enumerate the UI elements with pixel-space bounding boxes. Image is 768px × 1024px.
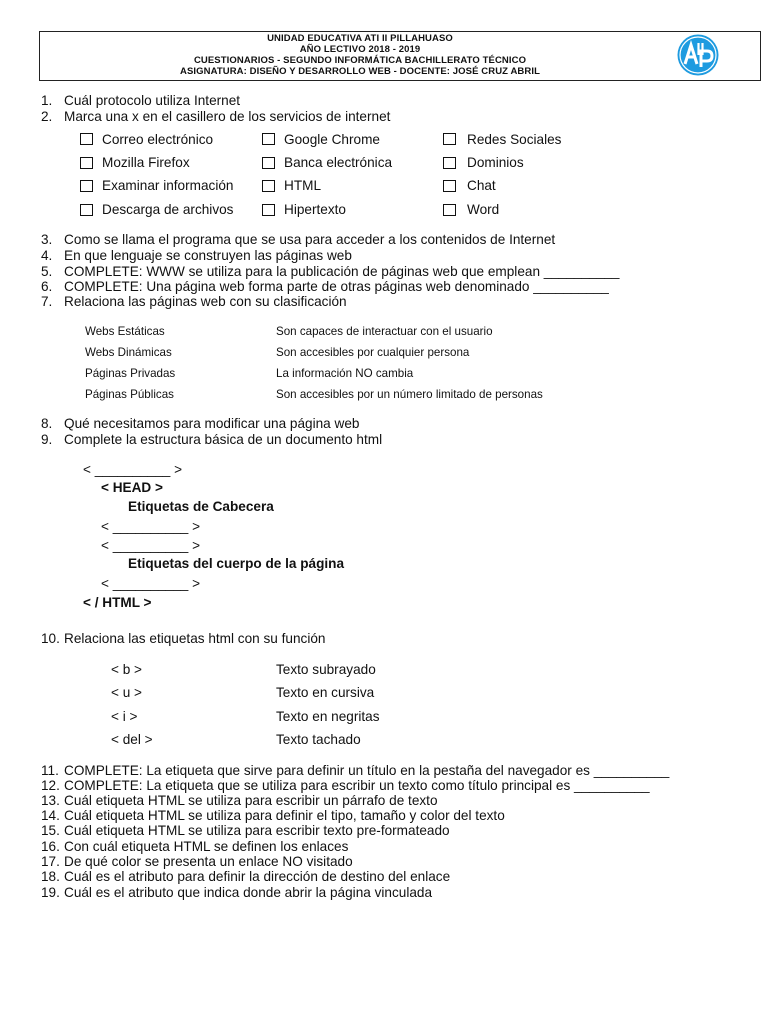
question-text: COMPLETE: La etiqueta que se utiliza para escribir un texto como título principal es __________: [64, 778, 650, 793]
option-label: Word: [467, 202, 500, 217]
checkbox-dominios[interactable]: [443, 157, 456, 169]
match-right-item: Son capaces de interactuar con el usuario: [276, 325, 493, 338]
structure-line: < __________ >: [101, 538, 201, 553]
q1-number: 1.: [41, 93, 53, 108]
checkbox-correo[interactable]: [80, 133, 93, 145]
function-item: Texto tachado: [276, 732, 361, 747]
q4-number: 4.: [41, 248, 53, 263]
question-text: COMPLETE: La etiqueta que sirve para definir un título en la pestaña del navegador es __________: [64, 763, 670, 778]
school-name: UNIDAD EDUCATIVA ATI II PILLAHUASO: [267, 33, 453, 44]
question-text: Con cuál etiqueta HTML se definen los enlaces: [64, 839, 349, 854]
function-item: Texto en cursiva: [276, 685, 375, 700]
question-number: 18.: [41, 869, 60, 884]
q6-number: 6.: [41, 279, 53, 294]
match-right-item: La información NO cambia: [276, 367, 414, 380]
structure-line: Etiquetas del cuerpo de la página: [128, 556, 345, 571]
option-label: Dominios: [467, 155, 524, 170]
question-number: 17.: [41, 854, 60, 869]
tag-item: < b >: [111, 662, 142, 677]
question-number: 16.: [41, 839, 60, 854]
checkbox-descarga[interactable]: [80, 204, 93, 216]
q7-text: Relaciona las páginas web con su clasificación: [64, 294, 347, 309]
structure-line: < / HTML >: [83, 595, 152, 610]
document-header: [39, 31, 761, 81]
option-label: Google Chrome: [284, 132, 380, 147]
option-label: HTML: [284, 178, 322, 193]
function-item: Texto en negritas: [276, 709, 380, 724]
tag-item: < u >: [111, 685, 142, 700]
match-left-item: Webs Estáticas: [85, 325, 165, 338]
q3-text: Como se llama el programa que se usa para acceder a los contenidos de Internet: [64, 232, 556, 247]
tag-item: < i >: [111, 709, 138, 724]
match-left-item: Páginas Públicas: [85, 388, 174, 401]
q8-number: 8.: [41, 416, 53, 431]
structure-line: < __________ >: [83, 462, 183, 477]
option-label: Correo electrónico: [102, 132, 214, 147]
school-year: AÑO LECTIVO 2018 - 2019: [299, 44, 421, 55]
q5-text: COMPLETE: WWW se utiliza para la publicación de páginas web que emplean __________: [64, 264, 620, 279]
option-label: Chat: [467, 178, 496, 193]
question-number: 11.: [41, 763, 59, 778]
question-text: Cuál es el atributo para definir la dirección de destino del enlace: [64, 869, 451, 884]
option-label: Mozilla Firefox: [102, 155, 190, 170]
q4-text: En que lenguaje se construyen las páginas web: [64, 248, 352, 263]
structure-line: < HEAD >: [101, 480, 163, 495]
question-number: 14.: [41, 808, 60, 823]
match-left-item: Webs Dinámicas: [85, 346, 172, 359]
structure-line: Etiquetas de Cabecera: [128, 499, 274, 514]
q10-text: Relaciona las etiquetas html con su función: [64, 631, 326, 646]
school-logo: [676, 33, 720, 77]
question-number: 12.: [41, 778, 60, 793]
question-number: 13.: [41, 793, 60, 808]
match-right-item: Son accesibles por cualquier persona: [276, 346, 470, 359]
option-label: Banca electrónica: [284, 155, 393, 170]
question-number: 19.: [41, 885, 60, 900]
q10-number: 10.: [41, 631, 60, 646]
question-text: Cuál es el atributo que indica donde abrir la página vinculada: [64, 885, 433, 900]
option-label: Examinar información: [102, 178, 234, 193]
tag-item: < del >: [111, 732, 153, 747]
q2-text: Marca una x en el casillero de los servicios de internet: [64, 109, 391, 124]
q6-text: COMPLETE: Una página web forma parte de otras páginas web denominado __________: [64, 279, 609, 294]
match-right-item: Son accesibles por un número limitado de personas: [276, 388, 543, 401]
structure-line: < __________ >: [101, 576, 201, 591]
match-left-item: Páginas Privadas: [85, 367, 176, 380]
q9-text: Complete la estructura básica de un documento html: [64, 432, 383, 447]
checkbox-examinar[interactable]: [80, 180, 93, 192]
checkbox-banca[interactable]: [262, 157, 275, 169]
subject-teacher: ASIGNATURA: DISEÑO Y DESARROLLO WEB - DOCENTE: JOSÉ CRUZ ABRIL: [179, 66, 540, 77]
checkbox-firefox[interactable]: [80, 157, 93, 169]
structure-line: < __________ >: [101, 519, 201, 534]
q8-text: Qué necesitamos para modificar una página web: [64, 416, 360, 431]
option-label: Redes Sociales: [467, 132, 562, 147]
q1-text: Cuál protocolo utiliza Internet: [64, 93, 241, 108]
question-text: De qué color se presenta un enlace NO visitado: [64, 854, 353, 869]
q9-number: 9.: [41, 432, 53, 447]
option-label: Descarga de archivos: [102, 202, 234, 217]
checkbox-chrome[interactable]: [262, 133, 275, 145]
question-text: Cuál etiqueta HTML se utiliza para escribir texto pre-formateado: [64, 823, 450, 838]
header-text: [40, 32, 680, 77]
q5-number: 5.: [41, 264, 53, 279]
checkbox-word[interactable]: [443, 204, 456, 216]
function-item: Texto subrayado: [276, 662, 376, 677]
option-label: Hipertexto: [284, 202, 346, 217]
checkbox-html[interactable]: [262, 180, 275, 192]
question-text: Cuál etiqueta HTML se utiliza para escribir un párrafo de texto: [64, 793, 438, 808]
question-text: Cuál etiqueta HTML se utiliza para definir el tipo, tamaño y color del texto: [64, 808, 505, 823]
checkbox-chat[interactable]: [443, 180, 456, 192]
question-number: 15.: [41, 823, 60, 838]
q3-number: 3.: [41, 232, 53, 247]
q7-number: 7.: [41, 294, 53, 309]
checkbox-hipertexto[interactable]: [262, 204, 275, 216]
q2-number: 2.: [41, 109, 53, 124]
checkbox-redes[interactable]: [443, 133, 456, 145]
questionnaire-title: CUESTIONARIOS - SEGUNDO INFORMÁTICA BACHILLERATO TÉCNICO: [193, 55, 527, 66]
